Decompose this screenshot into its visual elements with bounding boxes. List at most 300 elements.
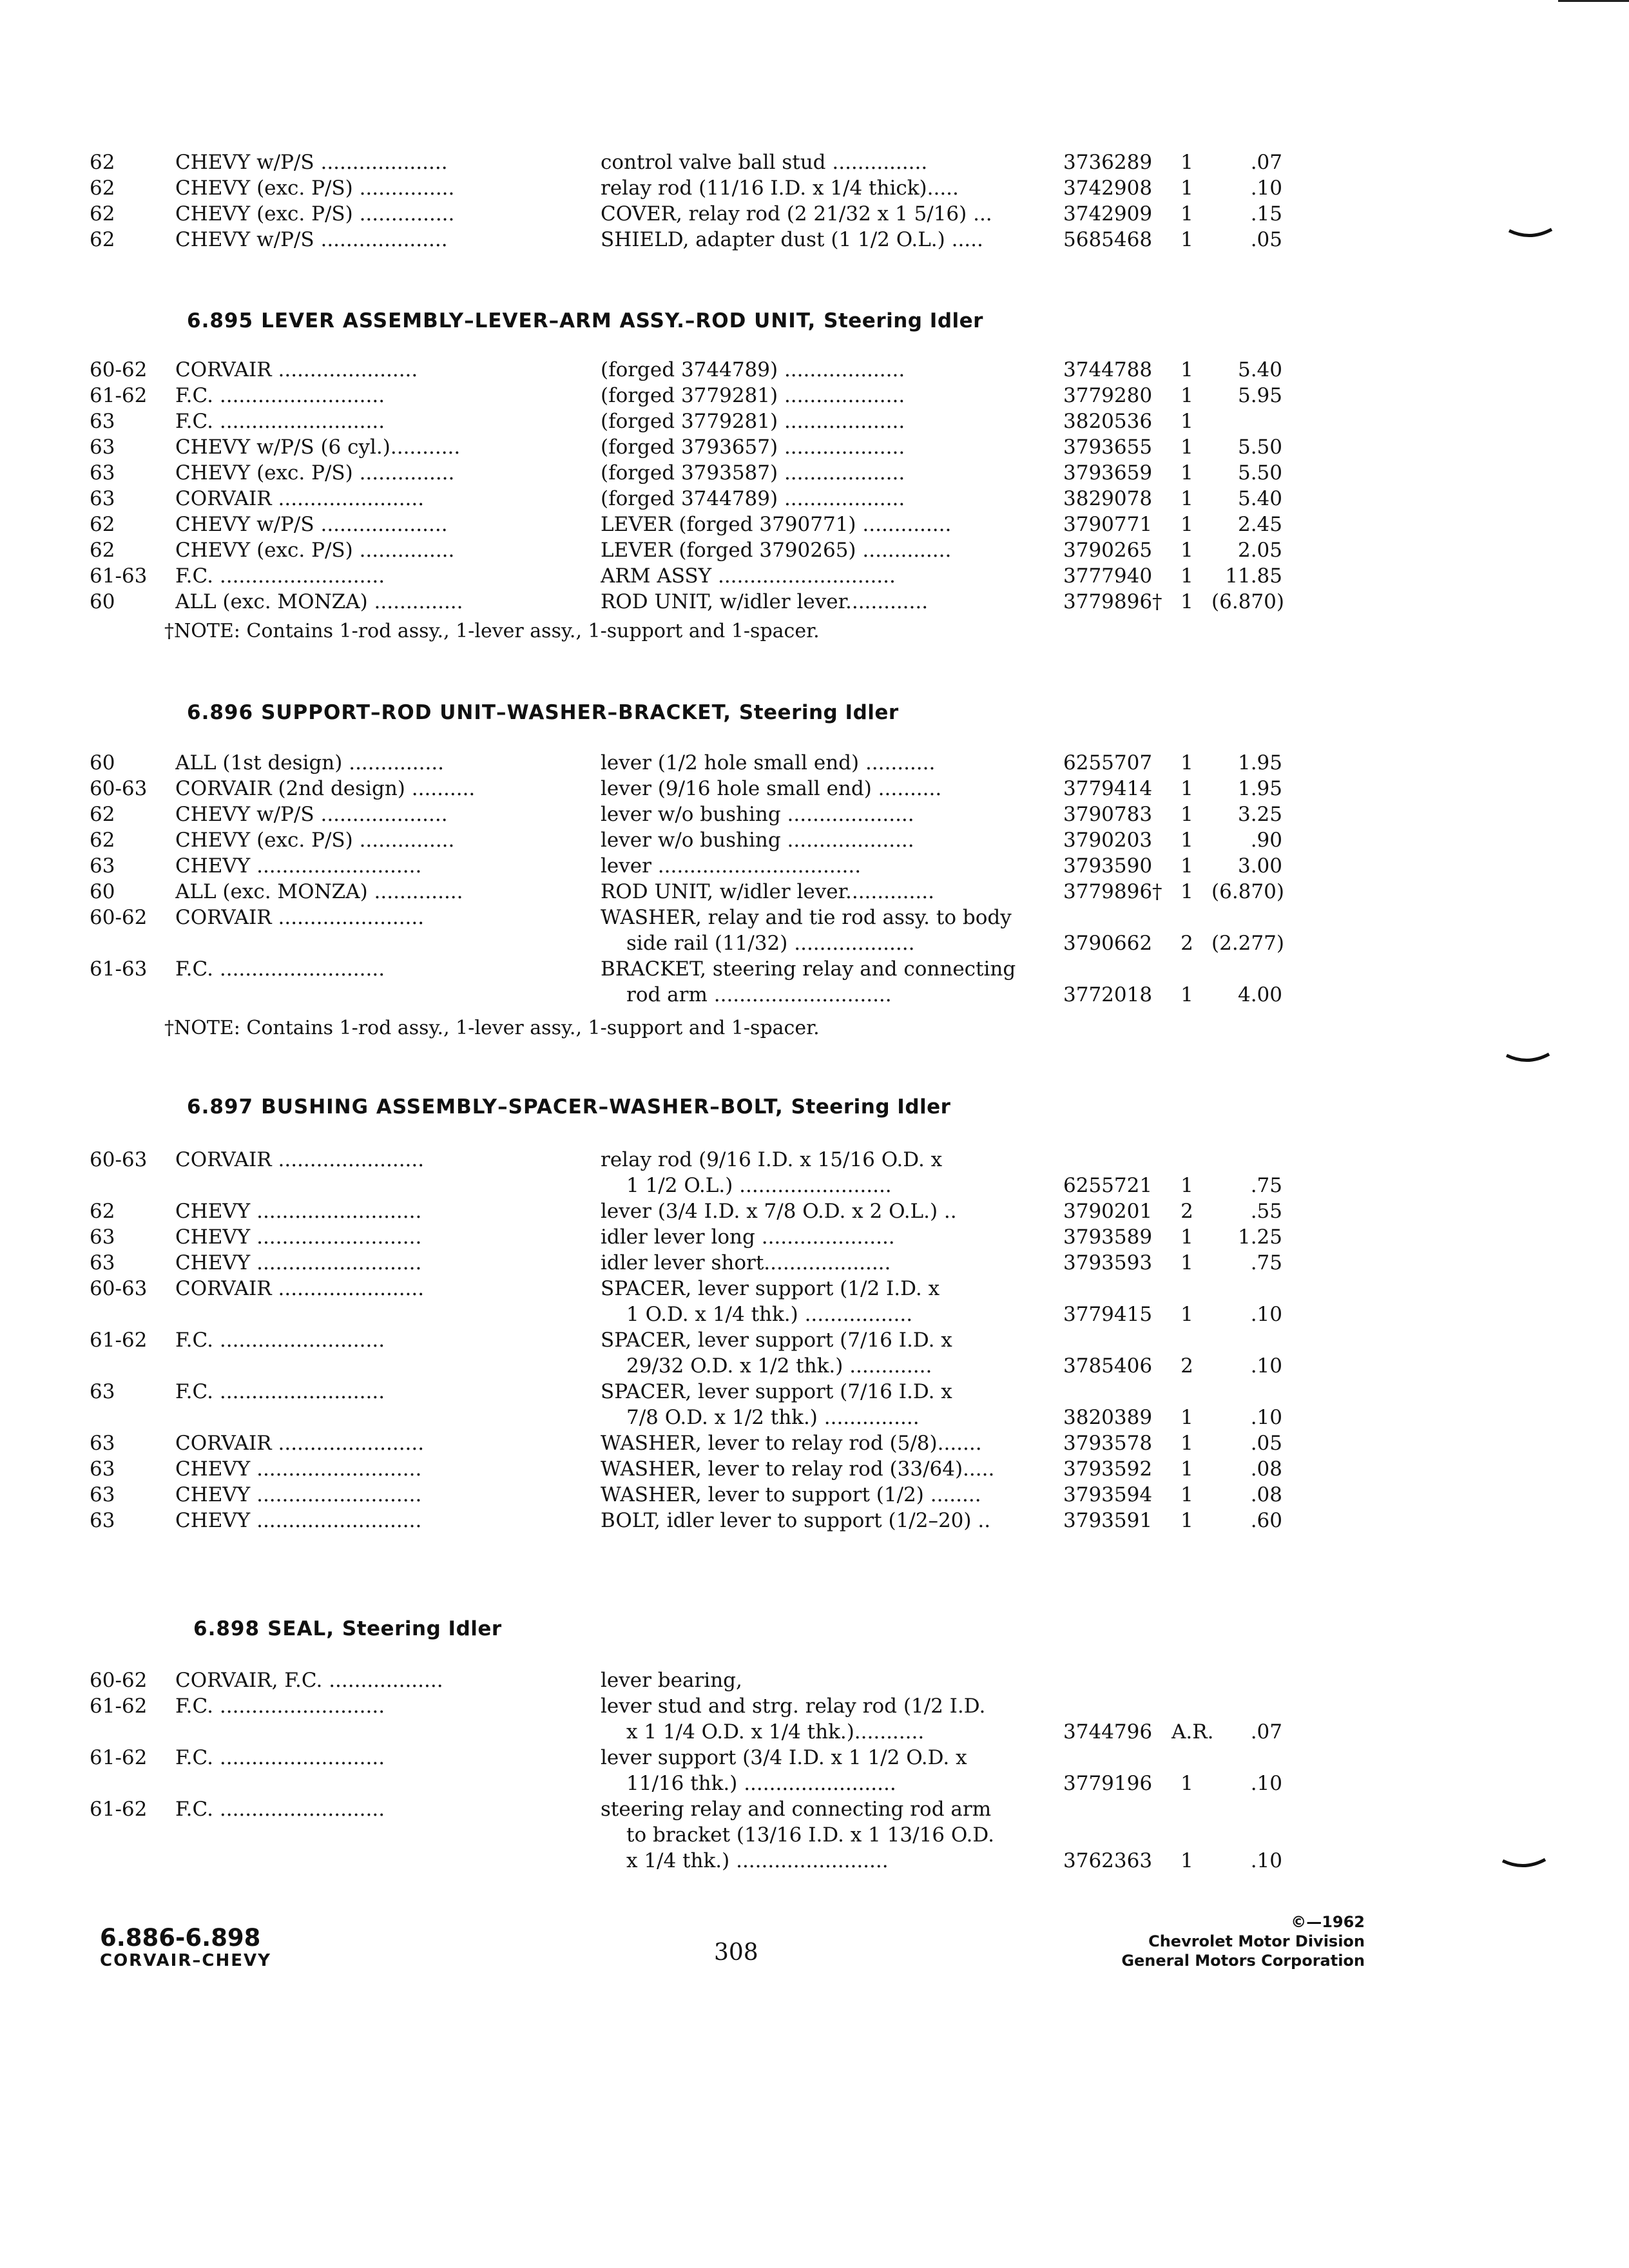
description-line: BRACKET, steering relay and connecting	[601, 957, 1016, 981]
section-heading-6897	[187, 1095, 950, 1119]
model-year: 63	[90, 854, 115, 878]
part-number: 3793659	[1063, 461, 1153, 485]
part-number: 3820389	[1063, 1406, 1153, 1429]
price: (6.870)	[1211, 880, 1284, 903]
parts-table-6896	[0, 750, 1629, 1008]
model-year: 61-62	[90, 384, 148, 407]
model-year: 60-62	[90, 358, 148, 381]
model-year: 63	[90, 1251, 115, 1274]
quantity: 2	[1181, 1200, 1193, 1223]
part-description	[601, 1456, 1052, 1482]
model-year: 63	[90, 1380, 115, 1403]
part-description	[601, 1327, 1052, 1379]
price: 2.45	[1237, 513, 1282, 536]
part-description	[601, 956, 1052, 1008]
model-name: F.C. ..........................	[175, 1695, 385, 1718]
price: .05	[1250, 1432, 1282, 1455]
part-number: 3744796	[1063, 1720, 1153, 1744]
model-name: CHEVY w/P/S ....................	[175, 151, 448, 174]
description-line: idler lever short....................	[601, 1251, 891, 1274]
description-line: lever (1/2 hole small end) ...........	[601, 751, 936, 774]
model-name: CORVAIR .......................	[175, 1277, 425, 1300]
part-number: 3762363	[1063, 1849, 1153, 1872]
description-line: 29/32 O.D. x 1/2 thk.) .............	[626, 1354, 932, 1378]
quantity: 1	[1181, 854, 1193, 878]
description-line: idler lever long .....................	[601, 1225, 895, 1249]
part-description	[601, 227, 1052, 253]
model-name: CHEVY ..........................	[175, 1509, 422, 1532]
quantity: 1	[1181, 983, 1193, 1006]
price: 3.25	[1237, 803, 1282, 826]
part-description	[601, 357, 1052, 383]
section-title: LEVER ASSEMBLY–LEVER–ARM ASSY.–ROD UNIT,	[261, 309, 816, 332]
parts-row	[0, 1745, 1629, 1796]
parts-row	[0, 1430, 1629, 1456]
model-year: 62	[90, 177, 115, 200]
quantity: 1	[1181, 590, 1193, 613]
description-line: (forged 3793587) ...................	[601, 461, 905, 485]
model-name: CORVAIR (2nd design) ..........	[175, 777, 476, 800]
part-number: 3793591	[1063, 1509, 1153, 1532]
model-year: 60	[90, 880, 115, 903]
part-description	[601, 1796, 1052, 1874]
part-number: 3793594	[1063, 1483, 1153, 1506]
quantity: 1	[1181, 803, 1193, 826]
description-line: 1 O.D. x 1/4 thk.) .................	[626, 1303, 913, 1326]
part-description	[601, 776, 1052, 802]
description-line: (forged 3744789) ...................	[601, 358, 905, 381]
model-name: CHEVY (exc. P/S) ...............	[175, 461, 455, 485]
model-year: 63	[90, 1483, 115, 1506]
edge-mark	[1558, 0, 1629, 2]
footer-copyright: ©—1962	[1291, 1913, 1365, 1931]
quantity: A.R.	[1171, 1720, 1214, 1744]
model-name: F.C. ..........................	[175, 410, 385, 433]
part-description	[601, 1482, 1052, 1508]
parts-row	[0, 383, 1629, 408]
parts-row	[0, 1456, 1629, 1482]
description-line: lever ................................	[601, 854, 862, 878]
punch-mark-icon	[1501, 1856, 1547, 1871]
part-number: 3793592	[1063, 1457, 1153, 1481]
price: .55	[1250, 1200, 1282, 1223]
section-subtitle: Steering Idler	[791, 1095, 951, 1119]
model-year: 62	[90, 228, 115, 251]
quantity: 1	[1181, 202, 1193, 226]
parts-row	[0, 827, 1629, 853]
part-description	[601, 589, 1052, 615]
parts-row	[0, 201, 1629, 227]
model-year: 60	[90, 751, 115, 774]
parts-row	[0, 905, 1629, 956]
model-year: 62	[90, 803, 115, 826]
price: .10	[1250, 1303, 1282, 1326]
footer-models: CORVAIR–CHEVY	[100, 1951, 271, 1970]
part-number: 3790783	[1063, 803, 1153, 826]
model-name: CHEVY ..........................	[175, 1251, 422, 1274]
quantity: 1	[1181, 1303, 1193, 1326]
description-line: BOLT, idler lever to support (1/2–20) ..	[601, 1509, 991, 1532]
top-parts-table	[0, 149, 1629, 253]
model-name: CHEVY (exc. P/S) ...............	[175, 539, 455, 562]
parts-row	[0, 434, 1629, 460]
quantity: 1	[1181, 829, 1193, 852]
model-name: F.C. ..........................	[175, 1380, 385, 1403]
description-line: (forged 3779281) ...................	[601, 410, 905, 433]
parts-row	[0, 486, 1629, 512]
description-line: relay rod (11/16 I.D. x 1/4 thick).....	[601, 177, 959, 200]
description-line: side rail (11/32) ...................	[626, 932, 915, 955]
model-year: 61-62	[90, 1329, 148, 1352]
footer-publisher	[1121, 1912, 1365, 1970]
quantity: 1	[1181, 151, 1193, 174]
description-line: WASHER, relay and tie rod assy. to body	[601, 906, 1012, 929]
part-description	[601, 434, 1052, 460]
section-heading-6896	[187, 701, 899, 724]
parts-row	[0, 1693, 1629, 1745]
model-year: 61-62	[90, 1798, 148, 1821]
part-description	[601, 1508, 1052, 1533]
description-line: lever (9/16 hole small end) ..........	[601, 777, 942, 800]
model-year: 63	[90, 487, 115, 510]
model-year: 60-62	[90, 906, 148, 929]
quantity: 1	[1181, 410, 1193, 433]
quantity: 1	[1181, 436, 1193, 459]
description-line: control valve ball stud ...............	[601, 151, 928, 174]
part-number: 5685468	[1063, 228, 1153, 251]
price: 5.50	[1237, 461, 1282, 485]
parts-row	[0, 408, 1629, 434]
model-name: ALL (exc. MONZA) ..............	[175, 590, 463, 613]
quantity: 1	[1181, 487, 1193, 510]
model-name: CHEVY (exc. P/S) ...............	[175, 202, 455, 226]
quantity: 1	[1181, 228, 1193, 251]
quantity: 1	[1181, 1432, 1193, 1455]
description-line: ARM ASSY ............................	[601, 564, 896, 588]
footer-company-corporation: General Motors Corporation	[1121, 1952, 1365, 1970]
part-number: 3779415	[1063, 1303, 1153, 1326]
price: .08	[1250, 1483, 1282, 1506]
price: 11.85	[1225, 564, 1282, 588]
part-description	[601, 802, 1052, 827]
description-line: lever support (3/4 I.D. x 1 1/2 O.D. x	[601, 1746, 967, 1769]
description-line: SPACER, lever support (7/16 I.D. x	[601, 1329, 952, 1352]
parts-table-6898	[0, 1667, 1629, 1874]
part-number: 3793578	[1063, 1432, 1153, 1455]
parts-row	[0, 1147, 1629, 1198]
part-description	[601, 750, 1052, 776]
model-year: 62	[90, 539, 115, 562]
model-year: 63	[90, 436, 115, 459]
quantity: 1	[1181, 1772, 1193, 1795]
part-description	[601, 827, 1052, 853]
part-number: 3779196	[1063, 1772, 1153, 1795]
section-title: SEAL,	[267, 1617, 335, 1640]
part-number: 3793593	[1063, 1251, 1153, 1274]
parts-row	[0, 1250, 1629, 1276]
part-description	[601, 537, 1052, 563]
parts-row	[0, 1276, 1629, 1327]
model-name: F.C. ..........................	[175, 957, 385, 981]
quantity: 1	[1181, 751, 1193, 774]
section-subtitle: Steering Idler	[824, 309, 983, 332]
part-number: 3829078	[1063, 487, 1153, 510]
parts-row	[0, 1667, 1629, 1693]
model-name: ALL (1st design) ...............	[175, 751, 445, 774]
model-name: CHEVY w/P/S ....................	[175, 513, 448, 536]
quantity: 1	[1181, 564, 1193, 588]
quantity: 1	[1181, 1483, 1193, 1506]
part-number: 3790771	[1063, 513, 1153, 536]
description-line: (forged 3779281) ...................	[601, 384, 905, 407]
parts-row	[0, 563, 1629, 589]
parts-row	[0, 1379, 1629, 1430]
part-description	[601, 563, 1052, 589]
price: 5.50	[1237, 436, 1282, 459]
parts-row	[0, 537, 1629, 563]
model-name: CHEVY ..........................	[175, 1457, 422, 1481]
quantity: 1	[1181, 384, 1193, 407]
model-name: F.C. ..........................	[175, 384, 385, 407]
part-number: 3777940	[1063, 564, 1153, 588]
price: .07	[1250, 151, 1282, 174]
part-number: 3772018	[1063, 983, 1153, 1006]
parts-row	[0, 1327, 1629, 1379]
section-note: †NOTE: Contains 1-rod assy., 1-lever assy., 1-support and 1-spacer.	[164, 620, 820, 642]
price: (6.870)	[1211, 590, 1284, 613]
model-name: CHEVY w/P/S (6 cyl.)...........	[175, 436, 461, 459]
part-description	[601, 879, 1052, 905]
quantity: 1	[1181, 177, 1193, 200]
part-description	[601, 1147, 1052, 1198]
description-line: LEVER (forged 3790771) ..............	[601, 513, 952, 536]
model-year: 60-63	[90, 777, 148, 800]
quantity: 1	[1181, 880, 1193, 903]
model-name: CORVAIR .......................	[175, 487, 425, 510]
part-description	[601, 1198, 1052, 1224]
description-line: SHIELD, adapter dust (1 1/2 O.L.) .....	[601, 228, 983, 251]
description-line: (forged 3793657) ...................	[601, 436, 905, 459]
model-name: CHEVY w/P/S ....................	[175, 228, 448, 251]
parts-row	[0, 1198, 1629, 1224]
model-year: 62	[90, 202, 115, 226]
model-year: 61-62	[90, 1746, 148, 1769]
parts-table-6897	[0, 1147, 1629, 1533]
part-number: 3779896†	[1063, 880, 1162, 903]
section-number: 6.898	[193, 1617, 260, 1640]
model-year: 61-63	[90, 957, 148, 981]
model-year: 63	[90, 1457, 115, 1481]
model-name: F.C. ..........................	[175, 564, 385, 588]
model-name: CORVAIR .......................	[175, 1148, 425, 1171]
part-description	[601, 853, 1052, 879]
model-name: CORVAIR .......................	[175, 1432, 425, 1455]
parts-row	[0, 879, 1629, 905]
description-line: relay rod (9/16 I.D. x 15/16 O.D. x	[601, 1148, 943, 1171]
section-subtitle: Steering Idler	[342, 1617, 502, 1640]
section-title: BUSHING ASSEMBLY–SPACER–WASHER–BOLT,	[261, 1095, 784, 1119]
punch-mark-icon	[1508, 226, 1553, 241]
parts-row	[0, 802, 1629, 827]
model-year: 63	[90, 461, 115, 485]
price: .10	[1250, 1406, 1282, 1429]
section-heading-6895	[187, 309, 983, 332]
part-description	[601, 175, 1052, 201]
part-description	[601, 905, 1052, 956]
price: .08	[1250, 1457, 1282, 1481]
price: .10	[1250, 177, 1282, 200]
model-name: CHEVY ..........................	[175, 1225, 422, 1249]
section-number: 6.895	[187, 309, 254, 332]
quantity: 1	[1181, 1174, 1193, 1197]
quantity: 1	[1181, 1509, 1193, 1532]
model-name: F.C. ..........................	[175, 1798, 385, 1821]
description-line: COVER, relay rod (2 21/32 x 1 5/16) ...	[601, 202, 992, 226]
model-year: 62	[90, 829, 115, 852]
part-description	[601, 460, 1052, 486]
price: 5.40	[1237, 487, 1282, 510]
description-line: x 1/4 thk.) ........................	[626, 1849, 889, 1872]
quantity: 1	[1181, 1225, 1193, 1249]
part-number: 3744788	[1063, 358, 1153, 381]
price: .10	[1250, 1354, 1282, 1378]
model-year: 63	[90, 1225, 115, 1249]
quantity: 1	[1181, 1406, 1193, 1429]
price: 3.00	[1237, 854, 1282, 878]
part-number: 3790265	[1063, 539, 1153, 562]
description-line: ROD UNIT, w/idler lever.............	[601, 590, 929, 613]
part-number: 3793589	[1063, 1225, 1153, 1249]
quantity: 2	[1181, 932, 1193, 955]
parts-row	[0, 589, 1629, 615]
part-number: 3779280	[1063, 384, 1153, 407]
parts-row	[0, 227, 1629, 253]
part-description	[601, 383, 1052, 408]
description-line: lever w/o bushing ....................	[601, 803, 914, 826]
footer-section-range: 6.886-6.898	[100, 1924, 261, 1952]
section-number: 6.896	[187, 701, 254, 724]
part-description	[601, 1693, 1052, 1745]
model-name: CORVAIR .......................	[175, 906, 425, 929]
part-description	[601, 486, 1052, 512]
description-line: ROD UNIT, w/idler lever..............	[601, 880, 934, 903]
quantity: 1	[1181, 358, 1193, 381]
part-description	[601, 512, 1052, 537]
model-year: 62	[90, 1200, 115, 1223]
model-year: 62	[90, 513, 115, 536]
price: .15	[1250, 202, 1282, 226]
model-name: CHEVY (exc. P/S) ...............	[175, 177, 455, 200]
quantity: 1	[1181, 777, 1193, 800]
description-line: lever bearing,	[601, 1669, 742, 1692]
section-heading-6898	[193, 1617, 502, 1640]
section-number: 6.897	[187, 1095, 254, 1119]
model-name: CORVAIR, F.C. ..................	[175, 1669, 443, 1692]
section-title: SUPPORT–ROD UNIT–WASHER–BRACKET,	[261, 701, 732, 724]
model-name: F.C. ..........................	[175, 1746, 385, 1769]
price: 1.95	[1237, 751, 1282, 774]
parts-row	[0, 1482, 1629, 1508]
parts-row	[0, 1224, 1629, 1250]
part-number: 3790662	[1063, 932, 1153, 955]
parts-row	[0, 776, 1629, 802]
description-line: WASHER, lever to relay rod (5/8).......	[601, 1432, 982, 1455]
description-line: WASHER, lever to support (1/2) ........	[601, 1483, 981, 1506]
model-year: 60-63	[90, 1277, 148, 1300]
part-description	[601, 1667, 1052, 1693]
model-name: CHEVY ..........................	[175, 1483, 422, 1506]
part-description	[601, 408, 1052, 434]
section-note: †NOTE: Contains 1-rod assy., 1-lever assy., 1-support and 1-spacer.	[164, 1017, 820, 1039]
parts-row	[0, 357, 1629, 383]
description-line: rod arm ............................	[626, 983, 892, 1006]
part-description	[601, 1745, 1052, 1796]
part-number: 3742909	[1063, 202, 1153, 226]
model-name: CHEVY (exc. P/S) ...............	[175, 829, 455, 852]
parts-table-6895	[0, 357, 1629, 615]
model-name: ALL (exc. MONZA) ..............	[175, 880, 463, 903]
part-description	[601, 201, 1052, 227]
model-year: 63	[90, 410, 115, 433]
part-description	[601, 1379, 1052, 1430]
part-description	[601, 1430, 1052, 1456]
part-number: 3793590	[1063, 854, 1153, 878]
part-description	[601, 1250, 1052, 1276]
model-name: CHEVY ..........................	[175, 1200, 422, 1223]
parts-row	[0, 512, 1629, 537]
description-line: 1 1/2 O.L.) ........................	[626, 1174, 892, 1197]
price: .07	[1250, 1720, 1282, 1744]
model-year: 60-63	[90, 1148, 148, 1171]
part-number: 3785406	[1063, 1354, 1153, 1378]
part-number: 3790203	[1063, 829, 1153, 852]
price: 4.00	[1237, 983, 1282, 1006]
model-name: CHEVY w/P/S ....................	[175, 803, 448, 826]
price: 1.25	[1237, 1225, 1282, 1249]
part-number: 3742908	[1063, 177, 1153, 200]
description-line: lever (3/4 I.D. x 7/8 O.D. x 2 O.L.) ..	[601, 1200, 957, 1223]
page-number: 308	[714, 1939, 758, 1966]
part-number: 3820536	[1063, 410, 1153, 433]
parts-row	[0, 956, 1629, 1008]
part-number: 3790201	[1063, 1200, 1153, 1223]
description-line: 7/8 O.D. x 1/2 thk.) ...............	[626, 1406, 920, 1429]
description-line: x 1 1/4 O.D. x 1/4 thk.)...........	[626, 1720, 925, 1744]
model-year: 63	[90, 1432, 115, 1455]
punch-mark-icon	[1505, 1050, 1550, 1066]
quantity: 1	[1181, 1849, 1193, 1872]
part-number: 6255707	[1063, 751, 1153, 774]
parts-row	[0, 460, 1629, 486]
parts-row	[0, 750, 1629, 776]
parts-row	[0, 853, 1629, 879]
price: .05	[1250, 228, 1282, 251]
model-year: 60	[90, 590, 115, 613]
model-year: 62	[90, 151, 115, 174]
price: 5.40	[1237, 358, 1282, 381]
description-line: steering relay and connecting rod arm	[601, 1798, 992, 1821]
price: .75	[1250, 1174, 1282, 1197]
part-number: 3736289	[1063, 151, 1153, 174]
part-description	[601, 1276, 1052, 1327]
section-subtitle: Steering Idler	[738, 701, 899, 724]
model-name: CHEVY ..........................	[175, 854, 422, 878]
description-line: LEVER (forged 3790265) ..............	[601, 539, 952, 562]
part-number: 3779414	[1063, 777, 1153, 800]
price: (2.277)	[1211, 932, 1284, 955]
quantity: 2	[1181, 1354, 1193, 1378]
parts-row	[0, 175, 1629, 201]
